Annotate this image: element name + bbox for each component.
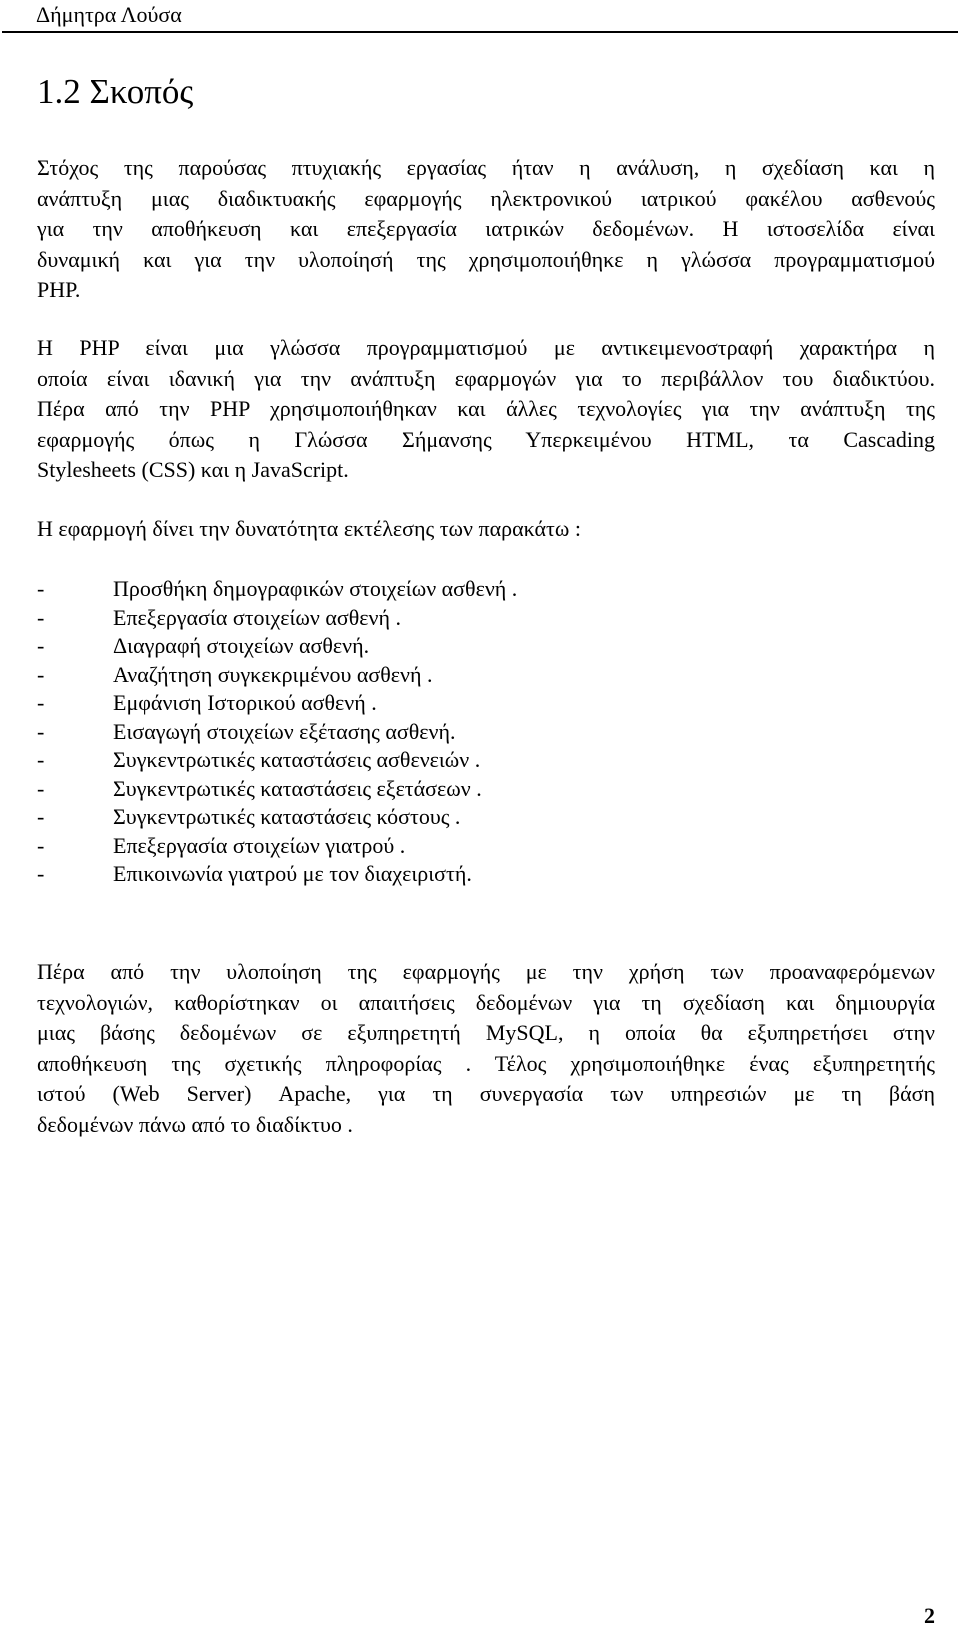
list-item-text: Επεξεργασία στοιχείων ασθενή . xyxy=(113,604,401,630)
list-bullet: - xyxy=(37,661,45,687)
paragraph-line: Η PHP είναι μια γλώσσα προγραμματισμού με αντικειμενοστραφή χαρακτήρα η xyxy=(37,335,935,360)
paragraph-line: δεδομένων πάνω από το διαδίκτυο . xyxy=(37,1111,353,1137)
paragraph-line: δυναμική και για την υλοποίησή της χρησιμοποιήθηκε η γλώσσα προγραμματισμού xyxy=(37,246,935,272)
list-item-text: Προσθήκη δημογραφικών στοιχείων ασθενή . xyxy=(113,576,518,601)
list-item xyxy=(37,575,517,604)
list-bullet: - xyxy=(37,576,45,601)
paragraph-goal xyxy=(37,153,935,306)
paragraph-line: τεχνολογιών, καθορίστηκαν οι απαιτήσεις δεδομένων για τη σχεδίαση και δημιουργία xyxy=(37,989,935,1015)
paragraph-line: Πέρα από την υλοποίηση της εφαρμογής με την χρήση των προαναφερόμενων xyxy=(37,959,935,984)
list-item-text: Συγκεντρωτικές καταστάσεις ασθενειών . xyxy=(113,747,481,772)
list-item xyxy=(37,860,517,889)
list-item-text: Επικοινωνία γιατρού με τον διαχειριστή. xyxy=(113,861,472,886)
list-bullet: - xyxy=(37,690,45,715)
list-bullet: - xyxy=(37,804,45,829)
paragraph-capabilities-intro: Η εφαρμογή δίνει την δυνατότητα εκτέλεσης των παρακάτω : xyxy=(37,516,581,541)
list-item xyxy=(37,689,517,718)
paragraph-line: εφαρμογής όπως η Γλώσσα Σήμανσης Υπερκειμένου HTML, τα Cascading xyxy=(37,426,935,452)
paragraph-infrastructure xyxy=(37,957,935,1141)
list-bullet: - xyxy=(37,747,45,772)
paragraph-line: Πέρα από την PHP χρησιμοποιήθηκαν και άλλες τεχνολογίες για την ανάπτυξη της xyxy=(37,396,935,422)
list-item xyxy=(37,832,517,861)
paragraph-line: Στόχος της παρούσας πτυχιακής εργασίας ήταν η ανάλυση, η σχεδίαση και η xyxy=(37,155,935,180)
list-item-text: Διαγραφή στοιχείων ασθενή. xyxy=(113,633,370,658)
feature-list xyxy=(37,575,517,889)
paragraph-line: αποθήκευση της σχετικής πληροφορίας . Τέλος χρησιμοποιήθηκε ένας εξυπηρετητής xyxy=(37,1050,935,1076)
list-item xyxy=(37,803,517,832)
list-item-text: Εισαγωγή στοιχείων εξέτασης ασθενή. xyxy=(113,718,456,744)
list-item xyxy=(37,718,517,747)
page-number: 2 xyxy=(924,1603,935,1628)
list-bullet: - xyxy=(37,633,45,658)
list-bullet: - xyxy=(37,832,45,858)
page-header-author: Δήμητρα Λούσα xyxy=(36,2,182,27)
paragraph-line: μιας βάσης δεδομένων σε εξυπηρετητή MySQL, η οποία θα εξυπηρετήσει στην xyxy=(37,1020,935,1046)
list-item xyxy=(37,775,517,804)
list-bullet: - xyxy=(37,861,45,886)
list-item-text: Εμφάνιση Ιστορικού ασθενή . xyxy=(113,690,377,715)
paragraph-technologies xyxy=(37,333,935,486)
list-item-text: Αναζήτηση συγκεκριμένου ασθενή . xyxy=(113,661,433,687)
list-item xyxy=(37,661,517,690)
list-item-text: Συγκεντρωτικές καταστάσεις εξετάσεων . xyxy=(113,775,482,801)
list-item-text: Συγκεντρωτικές καταστάσεις κόστους . xyxy=(113,804,461,829)
list-item-text: Επεξεργασία στοιχείων γιατρού . xyxy=(113,832,406,858)
paragraph-line: PHP. xyxy=(37,277,81,303)
list-bullet: - xyxy=(37,604,45,630)
list-bullet: - xyxy=(37,718,45,744)
list-item xyxy=(37,604,517,633)
paragraph-line: ιστού (Web Server) Apache, για τη συνεργασία των υπηρεσιών με τη βάση xyxy=(37,1081,935,1107)
paragraph-line: Stylesheets (CSS) και η JavaScript. xyxy=(37,457,349,483)
list-bullet: - xyxy=(37,775,45,801)
section-title: 1.2 Σκοπός xyxy=(37,72,194,111)
header-rule xyxy=(2,31,958,33)
paragraph-line: ανάπτυξη μιας διαδικτυακής εφαρμογής ηλεκτρονικού ιατρικού φακέλου ασθενούς xyxy=(37,185,935,211)
paragraph-line: οποία είναι ιδανική για την ανάπτυξη εφαρμογών για το περιβάλλον του διαδικτύου. xyxy=(37,365,935,391)
list-item xyxy=(37,746,517,775)
list-item xyxy=(37,632,517,661)
paragraph-line: για την αποθήκευση και επεξεργασία ιατρικών δεδομένων. Η ιστοσελίδα είναι xyxy=(37,216,935,242)
